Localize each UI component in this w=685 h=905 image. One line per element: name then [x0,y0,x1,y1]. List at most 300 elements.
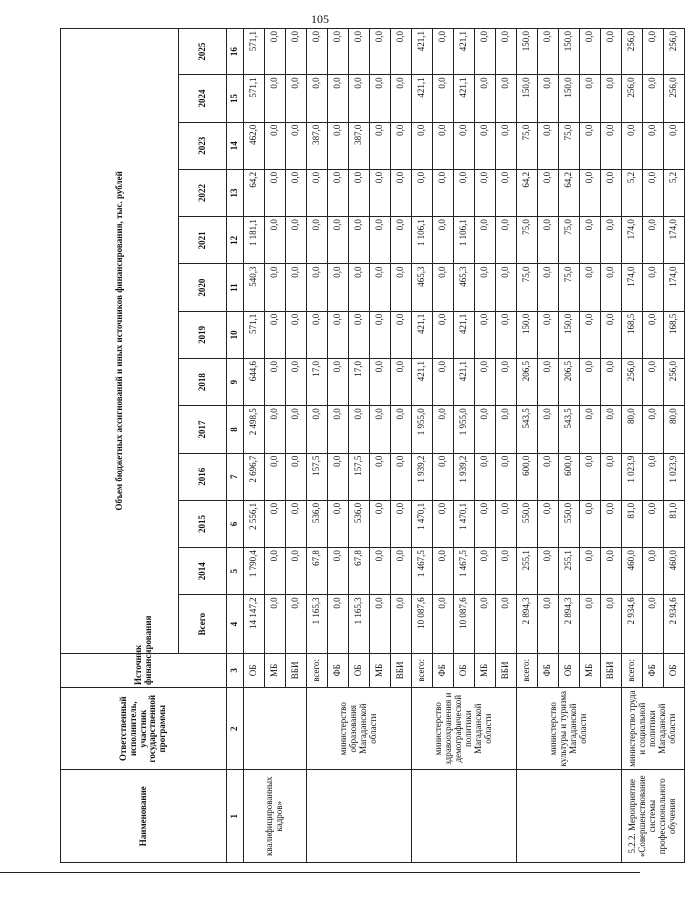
funding-source: всего: [622,653,643,687]
funding-source: ОБ [349,653,370,687]
value-year: 421,1 [454,75,475,122]
header-executor: Ответственный исполнитель, участник государственной программы [61,687,227,769]
value-year: 0,0 [391,406,412,453]
value-year: 0,0 [538,311,559,358]
value-year: 0,0 [391,217,412,264]
value-year: 256,0 [664,75,685,122]
funding-source: ОБ [244,653,265,687]
value-year: 0,0 [265,264,286,311]
value-year: 0,0 [475,217,496,264]
value-total: 1 165,3 [307,595,328,653]
value-year: 0,0 [601,453,622,500]
value-year: 0,0 [643,406,664,453]
value-year: 0,0 [307,29,328,75]
value-year: 0,0 [496,311,517,358]
value-year: 536,0 [307,500,328,547]
value-year: 174,0 [622,217,643,264]
value-year: 0,0 [622,122,643,169]
value-year: 75,0 [517,264,538,311]
value-year: 644,6 [244,359,265,406]
value-year: 67,8 [349,548,370,595]
value-year: 0,0 [328,169,349,216]
responsible-executor [244,687,307,769]
column-number: 8 [227,406,244,453]
value-year: 0,0 [391,453,412,500]
value-year: 421,1 [454,359,475,406]
value-year: 0,0 [328,311,349,358]
value-year: 150,0 [559,311,580,358]
value-year: 0,0 [391,548,412,595]
column-number: 11 [227,264,244,311]
value-year: 0,0 [433,217,454,264]
value-year: 0,0 [538,169,559,216]
value-year: 550,0 [517,500,538,547]
value-year: 0,0 [433,500,454,547]
value-year: 0,0 [538,264,559,311]
value-year: 0,0 [349,264,370,311]
header-year-2017: 2017 [179,406,227,453]
value-year: 0,0 [307,75,328,122]
value-year: 2 696,7 [244,453,265,500]
value-year: 0,0 [328,406,349,453]
value-year: 0,0 [391,500,412,547]
value-year: 543,5 [559,406,580,453]
value-year: 0,0 [286,311,307,358]
funding-source: МБ [370,653,391,687]
value-year: 0,0 [286,217,307,264]
value-year: 0,0 [475,453,496,500]
value-year: 0,0 [664,122,685,169]
responsible-executor: министерство здравоохранения и демографической политики Магаданской области [412,687,517,769]
funding-source: МБ [580,653,601,687]
value-year: 64,2 [517,169,538,216]
column-number: 10 [227,311,244,358]
value-year: 0,0 [328,217,349,264]
value-year: 256,0 [622,75,643,122]
value-year: 0,0 [307,169,328,216]
value-year: 0,0 [601,311,622,358]
value-year: 0,0 [433,406,454,453]
value-year: 256,0 [622,359,643,406]
value-year: 0,0 [265,75,286,122]
value-year: 0,0 [433,75,454,122]
value-year: 0,0 [328,264,349,311]
funding-table [60,28,685,863]
funding-source: ФБ [538,653,559,687]
value-year: 256,0 [664,29,685,75]
value-total: 0,0 [538,595,559,653]
value-year: 0,0 [349,311,370,358]
value-total: 0,0 [433,595,454,653]
responsible-executor: министерство образования Магаданской области [307,687,412,769]
value-year: 0,0 [580,453,601,500]
table-row [517,29,538,863]
value-year: 0,0 [265,548,286,595]
value-year: 0,0 [475,75,496,122]
column-number: 14 [227,122,244,169]
column-number: 7 [227,453,244,500]
value-total: 0,0 [370,595,391,653]
funding-source: всего: [517,653,538,687]
value-year: 1 181,1 [244,217,265,264]
value-year: 255,1 [559,548,580,595]
footer-rule [0,872,640,873]
header-source: Источник финансирования [61,653,227,687]
funding-source: всего: [307,653,328,687]
table-row [412,29,433,863]
value-year: 0,0 [601,500,622,547]
value-total: 0,0 [286,595,307,653]
value-year: 0,0 [601,359,622,406]
funding-source: ФБ [643,653,664,687]
value-year: 0,0 [496,75,517,122]
value-year: 1 955,0 [454,406,475,453]
column-number: 15 [227,75,244,122]
value-year: 0,0 [370,122,391,169]
value-year: 0,0 [265,122,286,169]
value-year: 0,0 [265,406,286,453]
value-year: 0,0 [496,500,517,547]
column-number: 16 [227,29,244,75]
value-year: 465,3 [454,264,475,311]
value-year: 0,0 [370,264,391,311]
value-year: 150,0 [517,75,538,122]
value-year: 0,0 [475,311,496,358]
value-total: 2 934,6 [664,595,685,653]
value-year: 0,0 [286,122,307,169]
responsible-executor: министерство труда и социальной политики Магаданской области [622,687,685,769]
value-year: 1 467,5 [454,548,475,595]
value-year: 0,0 [475,122,496,169]
value-year: 0,0 [496,359,517,406]
value-year: 0,0 [433,311,454,358]
value-year: 0,0 [643,500,664,547]
value-total: 0,0 [601,595,622,653]
value-year: 150,0 [517,29,538,75]
value-year: 0,0 [370,217,391,264]
value-year: 2 556,1 [244,500,265,547]
header-year-2024: 2024 [179,75,227,122]
header-year-2014: 2014 [179,548,227,595]
value-year: 0,0 [370,548,391,595]
value-year: 80,0 [664,406,685,453]
value-year: 0,0 [475,264,496,311]
value-year: 0,0 [496,29,517,75]
funding-source: ФБ [433,653,454,687]
value-year: 206,5 [559,359,580,406]
value-year: 0,0 [370,406,391,453]
value-year: 0,0 [391,264,412,311]
value-year: 0,0 [307,217,328,264]
value-total: 1 165,3 [349,595,370,653]
value-year: 1 790,4 [244,548,265,595]
measure-name: квалифицированных кадров» [244,770,307,863]
value-year: 1 939,2 [412,453,433,500]
value-year: 0,0 [433,453,454,500]
value-year: 0,0 [475,500,496,547]
value-total: 2 894,3 [517,595,538,653]
rotated-table-container [60,28,679,863]
value-year: 75,0 [517,122,538,169]
value-year: 571,1 [244,29,265,75]
value-year: 421,1 [412,29,433,75]
value-year: 0,0 [475,169,496,216]
funding-source: ВБИ [601,653,622,687]
value-year: 0,0 [391,29,412,75]
page-number: 105 [311,12,329,26]
value-year: 0,0 [286,359,307,406]
value-year: 0,0 [538,453,559,500]
column-number: 5 [227,548,244,595]
value-year: 0,0 [538,217,559,264]
value-year: 67,8 [307,548,328,595]
value-year: 0,0 [496,264,517,311]
value-year: 0,0 [601,406,622,453]
column-number: 2 [227,687,244,769]
value-total: 0,0 [391,595,412,653]
value-year: 17,0 [349,359,370,406]
header-year-2020: 2020 [179,264,227,311]
value-year: 0,0 [475,548,496,595]
value-year: 5,2 [664,169,685,216]
value-year: 0,0 [580,311,601,358]
value-year: 206,5 [517,359,538,406]
value-year: 0,0 [454,122,475,169]
value-year: 0,0 [265,453,286,500]
value-year: 0,0 [538,359,559,406]
header-name: Наименование [61,770,227,863]
value-year: 0,0 [391,311,412,358]
value-year: 174,0 [622,264,643,311]
value-year: 0,0 [580,548,601,595]
value-year: 0,0 [496,217,517,264]
value-year: 0,0 [580,75,601,122]
value-year: 0,0 [307,406,328,453]
value-year: 600,0 [559,453,580,500]
value-year: 0,0 [643,75,664,122]
header-year-2016: 2016 [179,453,227,500]
value-year: 0,0 [601,75,622,122]
value-year: 0,0 [286,548,307,595]
header-volume: Объем бюджетных ассигнований и иных источников финансирования, тыс. рублей [61,29,179,654]
header-year-2023: 2023 [179,122,227,169]
value-year: 64,2 [559,169,580,216]
value-year: 255,1 [517,548,538,595]
column-number: 4 [227,595,244,653]
rotated-table-area [60,28,679,863]
value-year: 174,0 [664,217,685,264]
value-year: 0,0 [580,122,601,169]
value-year: 0,0 [307,311,328,358]
value-year: 0,0 [643,169,664,216]
value-year: 0,0 [643,29,664,75]
column-number: 6 [227,500,244,547]
value-year: 0,0 [580,500,601,547]
value-year: 0,0 [433,359,454,406]
value-year: 0,0 [643,264,664,311]
value-year: 421,1 [454,311,475,358]
value-year: 0,0 [496,169,517,216]
value-year: 0,0 [538,29,559,75]
header-year-2019: 2019 [179,311,227,358]
value-year: 0,0 [601,548,622,595]
value-year: 256,0 [664,359,685,406]
value-year: 157,5 [349,453,370,500]
value-year: 0,0 [601,122,622,169]
value-year: 536,0 [349,500,370,547]
funding-source: ВБИ [286,653,307,687]
value-year: 0,0 [307,264,328,311]
value-year: 0,0 [265,311,286,358]
value-year: 0,0 [412,169,433,216]
funding-source: ОБ [559,653,580,687]
value-year: 0,0 [328,359,349,406]
value-year: 174,0 [664,264,685,311]
value-year: 421,1 [454,29,475,75]
measure-name: 5.2.2. Мероприятие «Совершенствование системы профессионального обучения [622,770,685,863]
value-year: 1 470,1 [412,500,433,547]
value-year: 0,0 [580,264,601,311]
value-year: 0,0 [265,500,286,547]
table-row [307,29,328,863]
value-year: 0,0 [412,122,433,169]
value-year: 75,0 [559,217,580,264]
value-year: 81,0 [664,500,685,547]
header-year-2021: 2021 [179,217,227,264]
value-year: 0,0 [643,359,664,406]
value-year: 0,0 [538,500,559,547]
value-year: 0,0 [391,122,412,169]
header-total: Всего [179,595,227,653]
value-total: 10 087,6 [454,595,475,653]
value-year: 0,0 [580,359,601,406]
value-year: 0,0 [265,29,286,75]
value-year: 0,0 [370,169,391,216]
value-year: 0,0 [580,406,601,453]
value-year: 0,0 [370,359,391,406]
value-year: 0,0 [580,29,601,75]
measure-name [412,770,517,863]
value-year: 0,0 [286,75,307,122]
value-year: 75,0 [559,264,580,311]
value-year: 421,1 [412,359,433,406]
value-year: 0,0 [349,169,370,216]
funding-source: ОБ [664,653,685,687]
value-year: 0,0 [391,169,412,216]
value-year: 0,0 [433,122,454,169]
value-year: 150,0 [559,29,580,75]
value-year: 0,0 [370,311,391,358]
value-year: 150,0 [559,75,580,122]
value-year: 0,0 [370,75,391,122]
value-year: 0,0 [643,453,664,500]
value-year: 1 106,1 [412,217,433,264]
value-year: 0,0 [265,217,286,264]
value-year: 0,0 [454,169,475,216]
column-number: 9 [227,359,244,406]
value-year: 5,2 [622,169,643,216]
value-year: 462,0 [244,122,265,169]
column-number: 1 [227,770,244,863]
value-year: 0,0 [643,548,664,595]
value-year: 0,0 [286,406,307,453]
value-total: 10 087,6 [412,595,433,653]
measure-name [517,770,622,863]
value-year: 0,0 [328,453,349,500]
value-year: 0,0 [328,122,349,169]
funding-source: ОБ [454,653,475,687]
value-year: 0,0 [433,169,454,216]
value-year: 600,0 [517,453,538,500]
value-year: 64,2 [244,169,265,216]
value-year: 387,0 [349,122,370,169]
value-year: 0,0 [391,359,412,406]
header-year-2018: 2018 [179,359,227,406]
value-year: 0,0 [601,264,622,311]
header-year-2025: 2025 [179,29,227,75]
value-year: 0,0 [286,29,307,75]
value-year: 75,0 [517,217,538,264]
value-year: 0,0 [265,169,286,216]
value-year: 150,0 [517,311,538,358]
value-year: 80,0 [622,406,643,453]
value-year: 0,0 [496,548,517,595]
value-year: 0,0 [349,217,370,264]
value-total: 0,0 [643,595,664,653]
value-year: 540,3 [244,264,265,311]
value-year: 0,0 [580,217,601,264]
value-year: 0,0 [265,359,286,406]
value-year: 2 498,5 [244,406,265,453]
value-year: 0,0 [580,169,601,216]
value-year: 256,0 [622,29,643,75]
value-year: 465,3 [412,264,433,311]
value-year: 0,0 [601,217,622,264]
value-total: 0,0 [328,595,349,653]
value-year: 1 023,9 [664,453,685,500]
value-year: 421,1 [412,75,433,122]
value-year: 0,0 [328,548,349,595]
value-year: 460,0 [622,548,643,595]
table-row [244,29,265,863]
column-number: 12 [227,217,244,264]
value-year: 0,0 [370,29,391,75]
value-year: 0,0 [433,264,454,311]
value-year: 0,0 [286,500,307,547]
value-year: 571,1 [244,311,265,358]
value-year: 0,0 [391,75,412,122]
value-year: 0,0 [601,29,622,75]
value-year: 0,0 [328,75,349,122]
column-number: 3 [227,653,244,687]
value-total: 0,0 [496,595,517,653]
funding-source: ФБ [328,653,349,687]
funding-source: всего: [412,653,433,687]
value-year: 0,0 [286,453,307,500]
value-year: 0,0 [328,500,349,547]
value-year: 0,0 [433,548,454,595]
value-year: 0,0 [370,453,391,500]
header-year-2015: 2015 [179,500,227,547]
value-total: 0,0 [580,595,601,653]
value-year: 550,0 [559,500,580,547]
value-year: 421,1 [412,311,433,358]
value-year: 0,0 [496,453,517,500]
value-year: 0,0 [475,29,496,75]
value-year: 387,0 [307,122,328,169]
value-year: 0,0 [538,122,559,169]
value-total: 0,0 [475,595,496,653]
